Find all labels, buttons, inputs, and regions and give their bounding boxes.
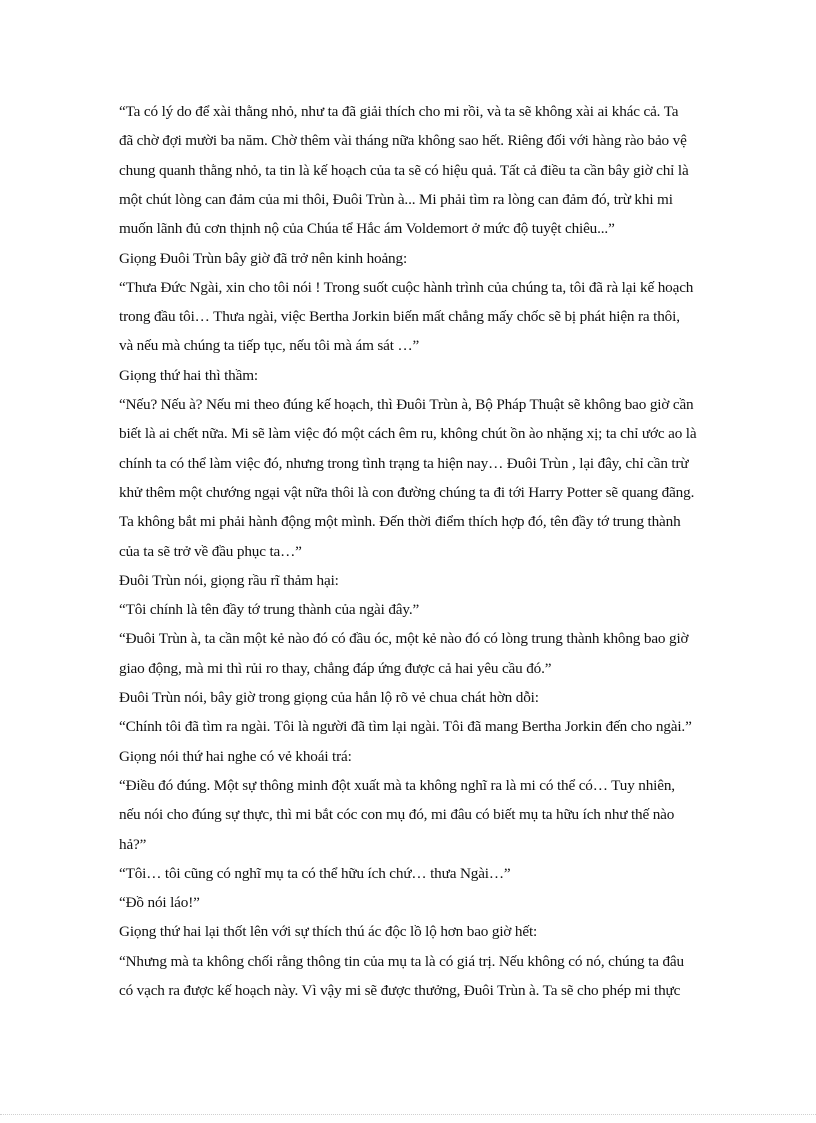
text-line: “Đồ nói láo!” [119,894,200,912]
text-line: Ta không bắt mi phải hành động một mình. Đến thời điểm thích hợp đó, tên đầy tớ trung thành [119,513,681,531]
text-line: nếu nói cho đúng sự thực, thì mi bắt cóc con mụ đó, mi đâu có biết mụ ta hữu ích như thế nào [119,806,675,824]
text-line: hả?” [119,835,147,853]
text-line: “Tôi… tôi cũng có nghĩ mụ ta có thể hữu ích chứ… thưa Ngài…” [119,864,511,882]
text-line: có vạch ra được kế hoạch này. Vì vậy mi sẽ được thưởng, Đuôi Trùn à. Ta sẽ cho phép mi thực [119,982,681,999]
text-line: giao động, mà mi thì rủi ro thay, chẳng đáp ứng được cả hai yêu cầu đó.” [119,659,552,677]
text-line: của ta sẽ trở về đầu phục ta…” [119,542,302,560]
text-line: chung quanh thằng nhỏ, ta tin là kế hoạch của ta sẽ có hiệu quả. Tất cả điều ta cần bây giờ chỉ là [119,161,689,179]
text-line: chính ta có thể làm việc đó, nhưng trong tình trạng ta hiện nay… Đuôi Trùn , lại đây, chỉ cần trừ [119,454,689,472]
text-line: “Ta có lý do để xài thằng nhỏ, như ta đã giải thích cho mi rồi, và ta sẽ không xài ai khác cả. Ta [119,103,679,120]
text-line: Giọng thứ hai thì thầm: [119,366,258,384]
text-line: biết là ai chết nữa. Mi sẽ làm việc đó một cách êm ru, không chút ồn ào nhặng xị; ta chỉ ước ao là [119,425,697,443]
text-line: đã chờ đợi mười ba năm. Chờ thêm vài tháng nữa không sao hết. Riêng đối với hàng rào bảo vệ [119,132,687,150]
text-line: “Đuôi Trùn à, ta cần một kẻ nào đó có đầu óc, một kẻ nào đó có lòng trung thành không bao giờ [119,630,689,648]
text-line: “Tôi chính là tên đầy tớ trung thành của ngài đây.” [119,601,420,619]
text-line: khử thêm một chướng ngại vật nữa thôi là con đường chúng ta đi tới Harry Potter sẽ quang đãng. [119,483,695,501]
text-line: và nếu mà chúng ta tiếp tục, nếu tôi mà ám sát …” [119,337,420,355]
text-line: “Chính tôi đã tìm ra ngài. Tôi là người đã tìm lại ngài. Tôi đã mang Bertha Jorkin đến cho ngài.” [119,718,692,736]
text-line: muốn lãnh đủ cơn thịnh nộ của Chúa tể Hắc ám Voldemort ở mức độ tuyệt chiêu...” [119,220,615,238]
text-line: Đuôi Trùn nói, bây giờ trong giọng của hắn lộ rõ vẻ chua chát hờn dỗi: [119,689,539,706]
text-line: “Nếu? Nếu à? Nếu mi theo đúng kế hoạch, thì Đuôi Trùn à, Bộ Pháp Thuật sẽ không bao giờ cần [119,396,694,413]
text-line: trong đầu tôi… Thưa ngài, việc Bertha Jorkin biến mất chẳng mấy chốc sẽ bị phát hiện ra thôi, [119,308,680,326]
text-line: Giọng Đuôi Trùn bây giờ đã trở nên kinh hoảng: [119,249,408,267]
text-line: Giọng nói thứ hai nghe có vẻ khoái trá: [119,747,352,765]
text-line: “Thưa Đức Ngài, xin cho tôi nói ! Trong suốt cuộc hành trình của chúng ta, tôi đã rà lại kế hoạch [119,278,694,296]
text-line: một chút lòng can đảm của mi thôi, Đuôi Trùn à... Mi phải tìm ra lòng can đảm đó, trừ khi mi [119,190,673,208]
text-line: Giọng thứ hai lại thốt lên với sự thích thú ác độc lồ lộ hơn bao giờ hết: [119,923,538,941]
text-line: “Điều đó đúng. Một sự thông minh đột xuất mà ta không nghĩ ra là mi có thể có… Tuy nhiên, [119,776,675,794]
page-bottom-divider [0,1114,816,1115]
text-line: Đuôi Trùn nói, giọng rầu rĩ thảm hại: [119,571,339,589]
text-line: “Nhưng mà ta không chối rằng thông tin của mụ ta là có giá trị. Nếu không có nó, chúng ta đâu [119,952,684,970]
